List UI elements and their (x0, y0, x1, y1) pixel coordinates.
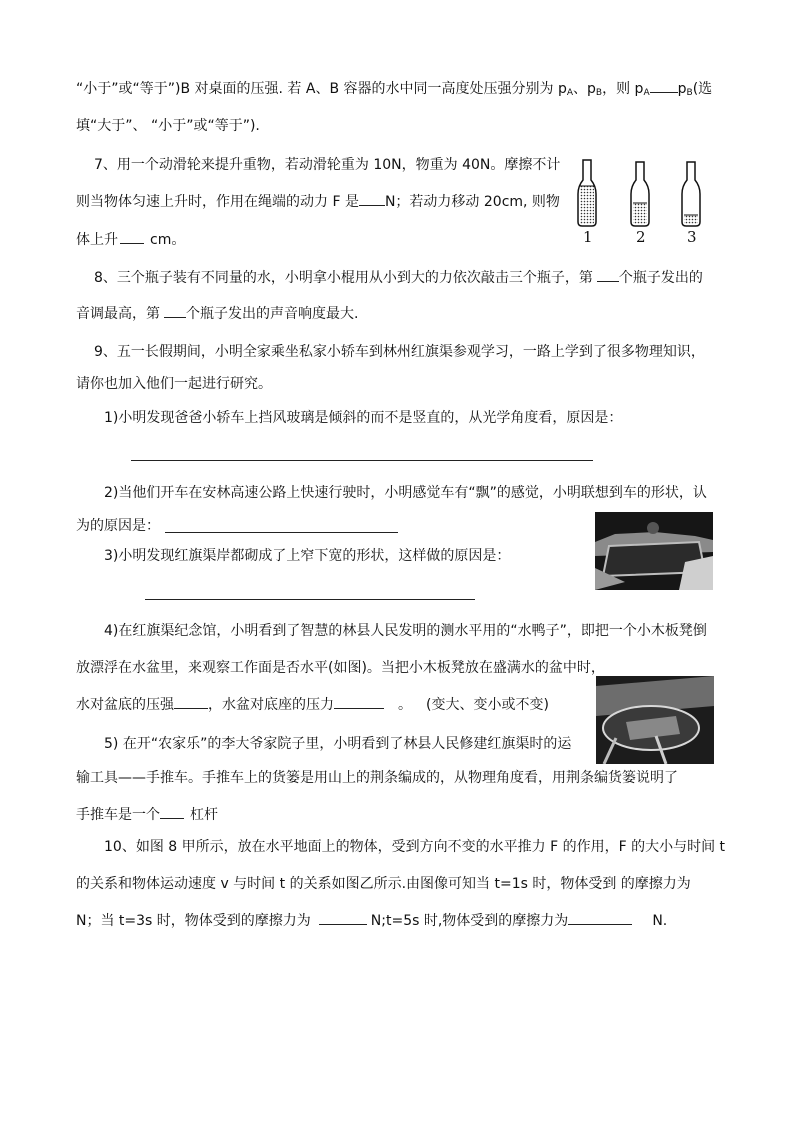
q9-part3-answer-line[interactable] (145, 599, 475, 600)
q9-part4-line2: 放漂浮在水盆里，来观察工作面是否水平(如图)。当把小木板凳放在盛满水的盆中时， (76, 660, 605, 676)
q9-part5-line2: 输工具——手推车。手推车上的货篓是用山上的荆条编成的，从物理角度看，用荆条编货篓说明了 (76, 770, 678, 786)
q6-text-e: (选 (692, 81, 713, 97)
bottle-label-2: 2 (636, 228, 646, 246)
bottle-label-1: 1 (583, 228, 593, 246)
bottle-3-water (684, 215, 698, 224)
bottles-figure (574, 158, 724, 246)
q9-p4-text-a: 水对盆底的压强 (76, 697, 174, 713)
canal-embankment-photo (595, 512, 713, 590)
q10-text-b: N;t=5s 时,物体受到的摩擦力为 (370, 913, 569, 929)
q7-text-a: 则当物体匀速上升时，作用在绳端的动力 F 是 (76, 194, 359, 210)
q7-line1: 7、用一个动滑轮来提升重物，若动滑轮重为 10N，物重为 40N。摩擦不计 (94, 157, 561, 173)
q9-part3: 3)小明发现红旗渠岸都砌成了上窄下宽的形状，这样做的原因是： (104, 548, 511, 564)
q7-line2 (76, 191, 560, 212)
q8-line2 (76, 303, 358, 324)
q9-part2-line2: 为的原因是： (76, 518, 160, 534)
q9-part4-line3 (76, 694, 549, 715)
q9-part5-line3 (76, 804, 218, 825)
q8-text-b: 个瓶子发出的 (618, 270, 703, 286)
q9-p5-text-b: 杠杆 (190, 807, 218, 823)
q6-text-c: ，则 p (602, 81, 644, 97)
subscript-a: A (566, 88, 574, 98)
q7-distance-blank[interactable] (120, 229, 144, 244)
bottle-1 (578, 160, 596, 226)
q6-line2: 填“大于”、 “小于”或“等于”). (76, 118, 260, 134)
q9-line2: 请你也加入他们一起进行研究。 (76, 376, 272, 392)
q8-text-c: 音调最高，第 (76, 306, 160, 322)
q6-answer-blank[interactable] (650, 78, 678, 93)
q7-line3 (76, 229, 185, 250)
q9-line1: 9、五一长假期间，小明全家乘坐私家小轿车到林州红旗渠参观学习，一路上学到了很多物理知识， (94, 344, 705, 360)
q9-p4-text-b: ，水盆对底座的压力 (208, 697, 334, 713)
q7-text-b: N；若动力移动 20cm, 则物 (384, 194, 560, 210)
subscript-b2: B (686, 88, 693, 98)
q7-text-d: cm。 (150, 232, 186, 248)
q9-part1: 1)小明发现爸爸小轿车上挡风玻璃是倾斜的而不是竖直的，从光学角度看，原因是： (104, 410, 623, 426)
q6-text-b: 、p (573, 81, 596, 97)
q9-part2-answer-line[interactable] (165, 532, 398, 533)
q9-force-blank[interactable] (334, 694, 384, 709)
q7-text-c: 体上升 (76, 232, 118, 248)
q9-p4-text-c: 。 (398, 697, 412, 713)
bottle-2-water (633, 203, 647, 224)
q9-part2-line1: 2)当他们开车在安林高速公路上快速行驶时，小明感觉车有“飘”的感觉，小明联想到车的形状，认 (104, 485, 707, 501)
bottle-2 (631, 162, 649, 226)
q10-text-a: N；当 t=3s 时，物体受到的摩擦力为 (76, 913, 311, 929)
q10-friction-blank-t5[interactable] (568, 910, 632, 925)
q9-lever-blank[interactable] (160, 804, 184, 819)
q8-text-d: 个瓶子发出的声音响度最大. (186, 306, 359, 322)
q10-line2: 的关系和物体运动速度 v 与时间 t 的关系如图乙所示.由图像可知当 t=1s 时，物体受到 的摩擦力为 (76, 876, 691, 892)
q10-line1: 10、如图 8 甲所示，放在水平地面上的物体，受到方向不变的水平推力 F 的作用，F 的大小与时间 t (104, 839, 726, 855)
q7-force-blank[interactable] (359, 191, 385, 206)
q10-text-c: N. (652, 913, 668, 929)
bottle-label-3: 3 (687, 228, 697, 246)
water-basin-photo (596, 676, 714, 764)
q6-text-d: p (677, 81, 687, 97)
q9-part1-answer-line[interactable] (131, 460, 593, 461)
subscript-b: B (595, 88, 603, 98)
q8-text-a: 8、三个瓶子装有不同量的水，小明拿小棍用从小到大的力依次敲击三个瓶子，第 (94, 270, 593, 286)
q9-part4-line1: 4)在红旗渠纪念馆，小明看到了智慧的林县人民发明的测水平用的“水鸭子”，即把一个小木板凳倒 (104, 623, 707, 639)
subscript-a2: A (643, 88, 650, 98)
bottle-1-water (580, 186, 594, 224)
q8-loudness-blank[interactable] (164, 303, 186, 318)
q9-p5-text-a: 手推车是一个 (76, 807, 160, 823)
q8-line1 (94, 267, 703, 288)
q10-friction-blank-t3[interactable] (319, 910, 367, 925)
q10-line3 (76, 910, 667, 931)
q6-text-a: “小于”或“等于”)B 对桌面的压强. 若 A、B 容器的水中同一高度处压强分别为 p (76, 81, 567, 97)
q6-line1 (76, 78, 712, 103)
q9-p4-text-d: (变大、变小或不变) (426, 697, 549, 713)
q8-pitch-blank[interactable] (597, 267, 619, 282)
q9-part5-line1: 5) 在开“农家乐”的李大爷家院子里，小明看到了林县人民修建红旗渠时的运 (104, 736, 572, 752)
bottle-3 (682, 162, 700, 226)
q9-pressure-blank[interactable] (174, 694, 208, 709)
